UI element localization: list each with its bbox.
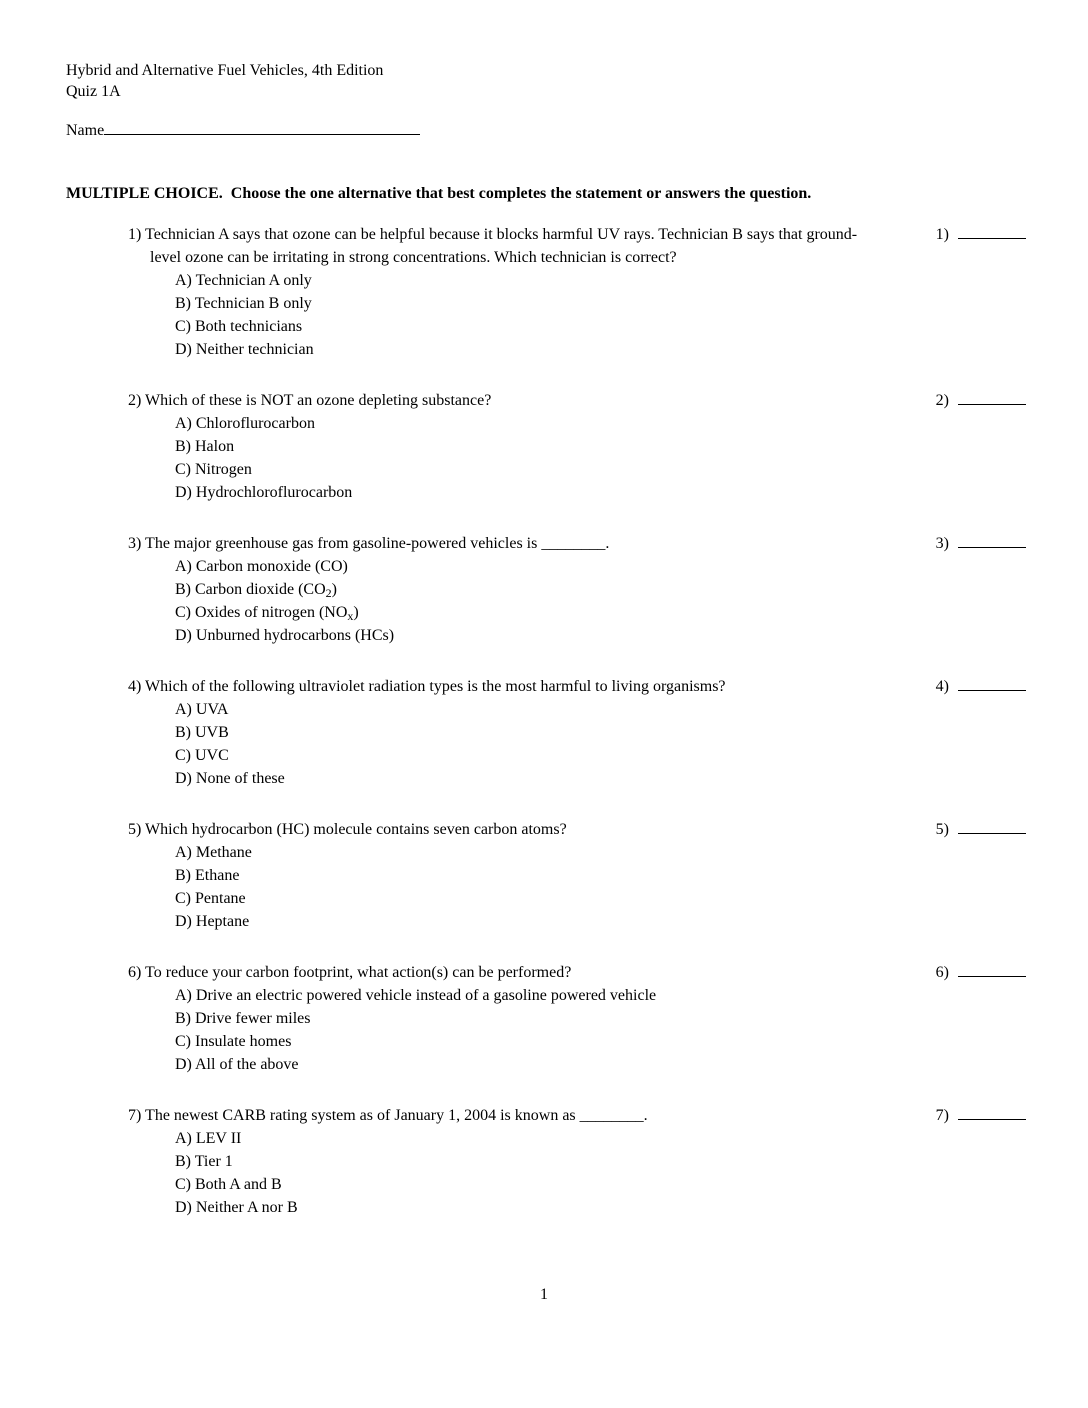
- option: D) Unburned hydrocarbons (HCs): [175, 627, 395, 644]
- question-text: 7) The newest CARB rating system as of January 1, 2004 is known as ________.: [128, 1107, 648, 1124]
- option: D) Neither A nor B: [175, 1199, 298, 1216]
- answer-blank-line: [958, 224, 1026, 239]
- option: C) Both A and B: [175, 1176, 282, 1193]
- question-body: [128, 818, 888, 933]
- option: A) Drive an electric powered vehicle instead of a gasoline powered vehicle: [175, 987, 657, 1004]
- answer-blank-line: [958, 962, 1026, 977]
- question: [128, 532, 1026, 647]
- answer-slot: [936, 223, 1026, 246]
- option: D) None of these: [175, 770, 285, 787]
- option: C) Oxides of nitrogen $(NO_x)$: [175, 604, 359, 623]
- document-subtitle: Quiz 1A: [66, 83, 121, 100]
- option: B) Drive fewer miles: [175, 1010, 311, 1027]
- question: [128, 818, 1026, 933]
- question-text: 3) The major greenhouse gas from gasoline-powered vehicles is ________.: [128, 535, 610, 552]
- answer-number: 2): [935, 392, 949, 409]
- question-body: [128, 675, 888, 790]
- question: [128, 223, 1026, 361]
- name-blank-line: [104, 120, 420, 135]
- question-options: [128, 984, 888, 1076]
- document-title: Hybrid and Alternative Fuel Vehicles, 4th Edition: [66, 62, 384, 79]
- answer-blank-line: [958, 533, 1026, 548]
- answer-number: 5): [935, 821, 949, 838]
- option: C) Nitrogen: [175, 461, 252, 478]
- question-body: [128, 1104, 888, 1219]
- question-options: [128, 412, 888, 504]
- question-text: 2) Which of these is NOT an ozone depleting substance?: [128, 392, 492, 409]
- option: A) UVA: [175, 701, 229, 718]
- question-text: 4) Which of the following ultraviolet radiation types is the most harmful to living organisms?: [128, 678, 726, 695]
- question-text: 5) Which hydrocarbon (HC) molecule contains seven carbon atoms?: [128, 821, 567, 838]
- option: A) LEV II: [175, 1130, 242, 1147]
- answer-number: 1): [935, 226, 949, 243]
- answer-slot: [936, 961, 1026, 984]
- option: B) Carbon dioxide $(CO_2)$: [175, 581, 337, 600]
- answer-slot: [936, 389, 1026, 412]
- name-row: [66, 120, 1026, 141]
- answer-number: 3): [935, 535, 949, 552]
- answer-blank-line: [958, 819, 1026, 834]
- answer-number: 4): [935, 678, 949, 695]
- option: C) Pentane: [175, 890, 246, 907]
- answer-slot: [936, 1104, 1026, 1127]
- question-options: [128, 1127, 888, 1219]
- option: B) UVB: [175, 724, 229, 741]
- option: C) UVC: [175, 747, 229, 764]
- option: D) Heptane: [175, 913, 250, 930]
- instructions: MULTIPLE CHOICE. Choose the one alternative that best completes the statement or answers the question.: [66, 185, 812, 202]
- question-options: [128, 555, 888, 647]
- option: A) Methane: [175, 844, 252, 861]
- option: B) Technician B only: [175, 295, 312, 312]
- question-text: 6) To reduce your carbon footprint, what action(s) can be performed?: [128, 964, 572, 981]
- question-body: [128, 961, 888, 1076]
- question: [128, 675, 1026, 790]
- option: C) Both technicians: [175, 318, 303, 335]
- answer-blank-line: [958, 676, 1026, 691]
- question-text: 1) Technician A says that ozone can be helpful because it blocks harmful UV rays. Technician B says that ground-level ozone can be irritating in strong concentrations. Which technician is correct?: [128, 226, 858, 266]
- option: A) Chloroflurocarbon: [175, 415, 315, 432]
- option: B) Tier 1: [175, 1153, 233, 1170]
- name-label: Name: [66, 122, 105, 139]
- question-options: [128, 841, 888, 933]
- option: D) Neither technician: [175, 341, 314, 358]
- answer-blank-line: [958, 1105, 1026, 1120]
- answer-number: 6): [935, 964, 949, 981]
- option: B) Ethane: [175, 867, 240, 884]
- option: D) All of the above: [175, 1056, 299, 1073]
- option: B) Halon: [175, 438, 235, 455]
- option: C) Insulate homes: [175, 1033, 292, 1050]
- question: [128, 1104, 1026, 1219]
- answer-slot: [936, 818, 1026, 841]
- question-body: [128, 532, 888, 647]
- option: D) Hydrochloroflurocarbon: [175, 484, 353, 501]
- answer-slot: [936, 675, 1026, 698]
- question-options: [128, 269, 888, 361]
- question: [128, 389, 1026, 504]
- question-options: [128, 698, 888, 790]
- option: A) Carbon monoxide (CO): [175, 558, 348, 575]
- question: [128, 961, 1026, 1076]
- option: A) Technician A only: [175, 272, 312, 289]
- questions-list: [128, 223, 1026, 1219]
- question-body: [128, 223, 888, 361]
- answer-blank-line: [958, 390, 1026, 405]
- question-body: [128, 389, 888, 504]
- answer-number: 7): [935, 1107, 949, 1124]
- page-number: 1: [540, 1286, 548, 1303]
- answer-slot: [936, 532, 1026, 555]
